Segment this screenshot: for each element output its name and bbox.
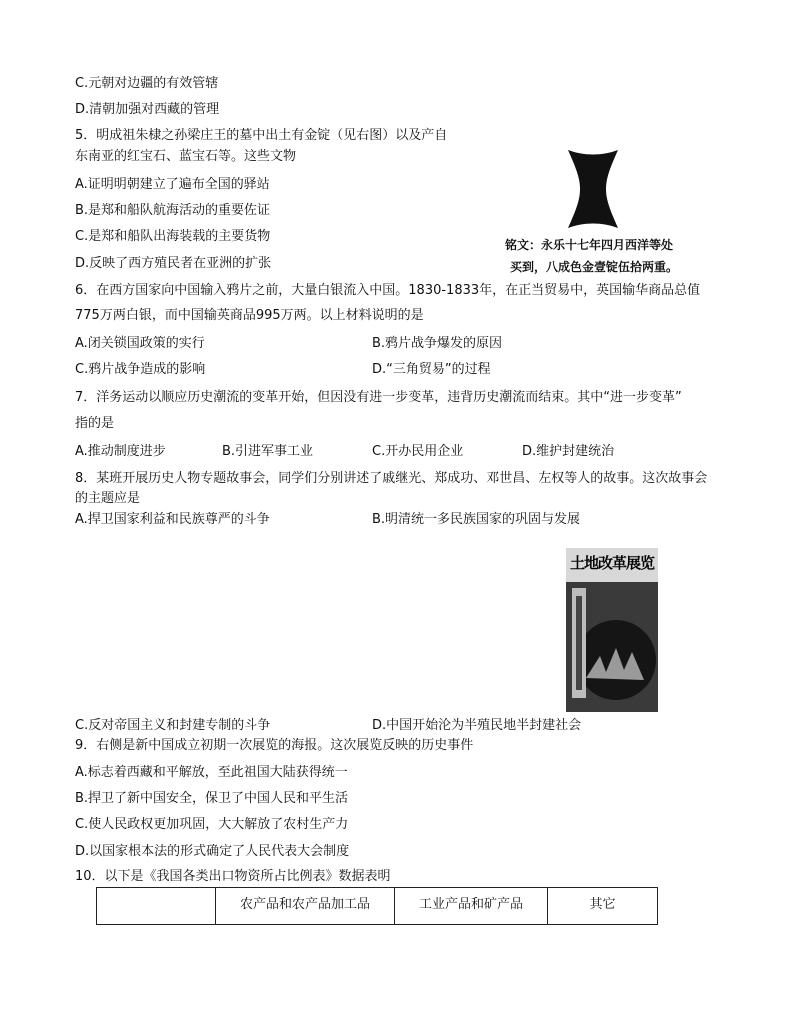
question-8-stem: 8．某班开展历史人物专题故事会，同学们分别讲述了戚继光、郑成功、邓世昌、左权等人的故事。这次故事会	[75, 471, 708, 486]
question-7-stem-cont: 指的是	[75, 416, 115, 431]
option-d-q4: D.清朝加强对西藏的管理	[75, 102, 220, 117]
option-b-q9: B.捍卫了新中国安全，保卫了中国人民和平生活	[75, 791, 349, 806]
option-d-q7: D.维护封建统治	[522, 444, 615, 459]
option-d-q6: D.“三角贸易”的过程	[372, 362, 491, 377]
option-c-q4: C.元朝对边疆的有效管辖	[75, 76, 219, 91]
option-c-q6: C.鸦片战争造成的影响	[75, 362, 206, 377]
option-d-q8: D.中国开始沦为半殖民地半封建社会	[372, 718, 582, 733]
question-5-stem: 5．明成祖朱棣之孙梁庄王的墓中出土有金锭（见右图）以及产自	[75, 128, 448, 143]
option-a-q6: A.闭关锁国政策的实行	[75, 336, 205, 351]
option-b-q5: B.是郑和船队航海活动的重要佐证	[75, 203, 271, 218]
question-10-stem: 10．以下是《我国各类出口物资所占比例表》数据表明	[75, 869, 391, 884]
option-a-q7: A.推动制度进步	[75, 444, 166, 459]
option-b-q6: B.鸦片战争爆发的原因	[372, 336, 503, 351]
land-reform-poster-image	[566, 548, 658, 712]
poster-title: 土地改革展览	[569, 554, 654, 572]
option-a-q5: A.证明明朝建立了遍布全国的驿站	[75, 177, 270, 192]
table-header-cell	[97, 888, 216, 925]
question-8-stem-cont: 的主题应是	[75, 491, 141, 506]
option-c-q9: C.使人民政权更加巩固，大大解放了农村生产力	[75, 817, 349, 832]
table-header-cell: 农产品和农产品加工品	[216, 888, 395, 925]
option-b-q8: B.明清统一多民族国家的巩固与发展	[372, 512, 581, 527]
ingot-inscription-line1: 铭文：永乐十七年四月西洋等处	[505, 238, 674, 252]
table-header-cell: 其它	[548, 888, 658, 925]
table-header-cell: 工业产品和矿产品	[395, 888, 548, 925]
export-ratio-table	[96, 887, 658, 925]
question-6-stem-cont: 775万两白银，而中国输英商品995万两。以上材料说明的是	[75, 308, 424, 323]
option-c-q8: C.反对帝国主义和封建专制的斗争	[75, 718, 271, 733]
question-6-stem: 6．在西方国家向中国输入鸦片之前，大量白银流入中国。1830-1833年，在正当贸易中，英国输华商品总值	[75, 283, 701, 298]
option-d-q9: D.以国家根本法的形式确定了人民代表大会制度	[75, 844, 350, 859]
question-5-stem-cont: 东南亚的红宝石、蓝宝石等。这些文物	[75, 149, 297, 164]
option-d-q5: D.反映了西方殖民者在亚洲的扩张	[75, 256, 272, 271]
table-header-row	[97, 888, 658, 925]
question-9-stem: 9．右侧是新中国成立初期一次展览的海报。这次展览反映的历史事件	[75, 738, 474, 753]
gold-ingot-image	[562, 148, 624, 230]
option-a-q9: A.标志着西藏和平解放，至此祖国大陆获得统一	[75, 765, 348, 780]
option-b-q7: B.引进军事工业	[222, 444, 314, 459]
option-c-q5: C.是郑和船队出海装载的主要货物	[75, 229, 271, 244]
question-7-stem: 7．洋务运动以顺应历史潮流的变革开始，但因没有进一步变革，违背历史潮流而结束。其中“进一步变革”	[75, 390, 682, 405]
option-a-q8: A.捍卫国家利益和民族尊严的斗争	[75, 512, 270, 527]
ingot-inscription-line2: 买到，八成色金壹锭伍拾两重。	[510, 260, 679, 274]
option-c-q7: C.开办民用企业	[372, 444, 464, 459]
